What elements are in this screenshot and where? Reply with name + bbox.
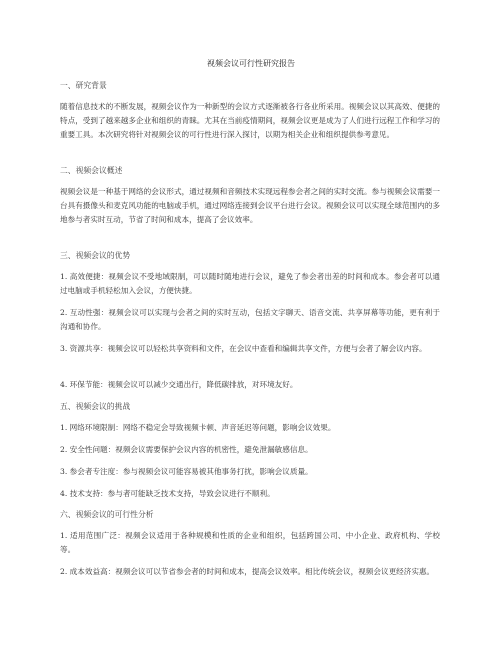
section-heading-challenges: 五、视频会议的挑战 [60, 402, 131, 411]
section-paragraph-background: 随着信息技术的不断发展，视频会议作为一种新型的会议方式逐渐被各行各业所采用。视频会议以其高效、便捷的特点，受到了越来越多企业和组织的青睐。尤其在当前疫情期间，视频会议更是成为了人们进行远程工作和学习的重要工具。本次研究将针对视频会议的可行性进行深入探讨，以期为相关企业和组织提供参考意见。 [60, 102, 440, 139]
challenge-item: 4. 技术支持：参与者可能缺乏技术支持，导致会议进行不顺利。 [60, 489, 275, 498]
section-heading-advantages: 三、视频会议的优势 [60, 251, 131, 260]
section-paragraph-overview: 视频会议是一种基于网络的会议形式，通过视频和音频技术实现远程参会者之间的实时交流。参与视频会议需要一台具有摄像头和麦克风功能的电脑或手机，通过网络连接到会议平台进行会议。视频会议可以实现全球范围内的多地参与者实时互动，节省了时间和成本，提高了会议效率。 [60, 187, 440, 224]
document-title: 视频会议可行性研究报告 [207, 59, 295, 68]
section-heading-background: 一、研究背景 [60, 81, 107, 90]
advantage-item: 1. 高效便捷：视频会议不受地域限制，可以随时随地进行会议，避免了参会者出差的时间和成本。参会者可以通过电脑或手机轻松加入会议，方便快捷。 [60, 272, 440, 295]
advantage-item: 4. 环保节能：视频会议可以减少交通出行，降低碳排放，对环境友好。 [60, 380, 298, 389]
feasibility-item: 1. 适用范围广泛：视频会议适用于各种规模和性质的企业和组织，包括跨国公司、中小企业、政府机构、学校等。 [60, 531, 440, 554]
advantage-item: 2. 互动性强：视频会议可以实现与会者之间的实时互动，包括文字聊天、语音交流、共享屏幕等功能，更有利于沟通和协作。 [60, 308, 440, 331]
challenge-item: 1. 网络环境限制：网络不稳定会导致视频卡顿、声音延迟等问题，影响会议效果。 [60, 423, 336, 432]
challenge-item: 2. 安全性问题：视频会议需要保护会议内容的机密性，避免泄漏敏感信息。 [60, 445, 313, 454]
advantage-item: 3. 资源共享：视频会议可以轻松共享资料和文件，在会议中查看和编辑共享文件，方便与会者了解会议内容。 [60, 344, 427, 353]
section-heading-feasibility: 六、视频会议的可行性分析 [60, 510, 154, 519]
challenge-item: 3. 参会者专注度：参与视频会议可能容易被其他事务打扰，影响会议质量。 [60, 467, 313, 476]
feasibility-item: 2. 成本效益高：视频会议可以节省参会者的时间和成本，提高会议效率。相比传统会议，视频会议更经济实惠。 [60, 567, 435, 576]
section-heading-overview: 二、视频会议概述 [60, 166, 123, 175]
